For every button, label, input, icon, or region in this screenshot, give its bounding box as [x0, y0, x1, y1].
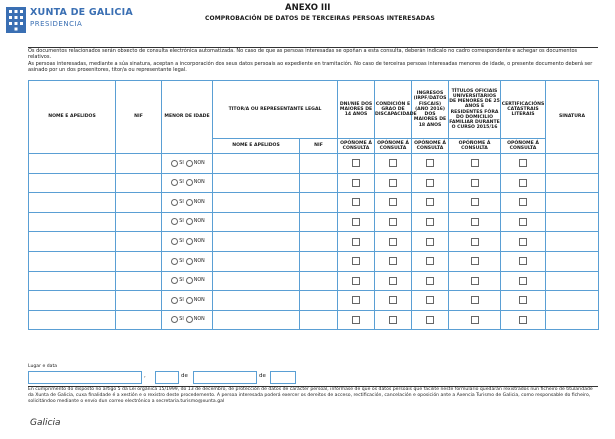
dni-oppose-cell: [338, 212, 375, 232]
income-oppose-cell: [412, 212, 449, 232]
table-body: [29, 154, 599, 330]
logo-subtitle: PRESIDENCIA: [30, 20, 83, 28]
income-oppose-checkbox[interactable]: [426, 159, 434, 167]
disability-oppose-cell: [375, 173, 412, 193]
oppose-label-disability: OPÓÑOME Á CONSULTA: [375, 139, 412, 154]
signature-cell[interactable]: [546, 212, 599, 232]
table-row: [29, 310, 599, 330]
minor-yes-radio[interactable]: [171, 160, 178, 167]
dni-oppose-checkbox[interactable]: [352, 296, 360, 304]
date-de-2: de: [259, 373, 266, 379]
tutor-name-cell[interactable]: [213, 271, 300, 291]
signature-cell[interactable]: [546, 193, 599, 213]
cadastre-oppose-cell: [501, 271, 546, 291]
income-oppose-cell: [412, 232, 449, 252]
signature-cell[interactable]: [546, 154, 599, 174]
month-input[interactable]: [193, 371, 257, 384]
cadastre-oppose-cell: [501, 232, 546, 252]
table-row: [29, 173, 599, 193]
degrees-oppose-checkbox[interactable]: [471, 257, 479, 265]
income-oppose-checkbox[interactable]: [426, 277, 434, 285]
header-nif: NIF: [116, 81, 162, 154]
income-oppose-cell: [412, 271, 449, 291]
minor-no-radio[interactable]: [186, 277, 193, 284]
table-row: [29, 291, 599, 311]
name-cell[interactable]: [29, 310, 116, 330]
tutor-nif-cell[interactable]: [300, 154, 338, 174]
minor-yes-radio[interactable]: [171, 316, 178, 323]
degrees-oppose-checkbox[interactable]: [471, 296, 479, 304]
header-cadastre: CERTIFICACIÓNS CATASTRAIS LITERAIS: [501, 81, 546, 139]
nif-cell[interactable]: [116, 271, 162, 291]
place-date-separator: ,: [144, 373, 146, 379]
minor-cell: [162, 212, 213, 232]
tutor-name-cell[interactable]: [213, 154, 300, 174]
nif-cell[interactable]: [116, 310, 162, 330]
footer-paragraph: En cumprimento do disposto no artigo 5 da Lei orgánica 15/1999, do 13 de decembro, de protección de datos de carácter persoal, infórmase de que os datos persoais que facilite neste formulario quedarán rexistrados nun ficheiro de titularidade da Xunta de Galicia, cuxa finalidade é a xestión e o rexistro deste procedemento. A persoa interesada poderá exercer os dereitos de acceso, rectificación, cancelación e oposición ante a Axencia Turismo de Galicia, como responsable do ficheiro, solicitándoo mediante o envío dun correo electrónico a secretaria.turismo@xunta.gal: [28, 387, 593, 405]
minor-cell: [162, 232, 213, 252]
income-oppose-cell: [412, 173, 449, 193]
nif-cell[interactable]: [116, 154, 162, 174]
minor-yes-label: SI: [179, 278, 184, 284]
table-row: [29, 193, 599, 213]
minor-cell: [162, 173, 213, 193]
cadastre-oppose-cell: [501, 154, 546, 174]
header-minor: MENOR DE IDADE: [162, 81, 213, 154]
cadastre-oppose-checkbox[interactable]: [519, 179, 527, 187]
degrees-oppose-cell: [449, 271, 501, 291]
income-oppose-checkbox[interactable]: [426, 218, 434, 226]
minor-no-radio[interactable]: [186, 258, 193, 265]
oppose-label-cadastre: OPÓÑOME Á CONSULTA: [501, 139, 546, 154]
signature-cell[interactable]: [546, 310, 599, 330]
minor-no-label: NON: [193, 219, 205, 225]
tutor-nif-cell[interactable]: [300, 193, 338, 213]
year-input[interactable]: [270, 371, 296, 384]
tutor-nif-cell[interactable]: [300, 251, 338, 271]
minor-no-label: NON: [193, 238, 205, 244]
cadastre-oppose-cell: [501, 291, 546, 311]
minor-no-radio[interactable]: [186, 160, 193, 167]
document-subtitle: COMPROBACIÓN DE DATOS DE TERCEIRAS PERSOAS INTERESADAS: [205, 15, 435, 22]
disability-oppose-cell: [375, 251, 412, 271]
disability-oppose-cell: [375, 154, 412, 174]
minor-yes-radio[interactable]: [171, 277, 178, 284]
nif-cell[interactable]: [116, 232, 162, 252]
name-cell[interactable]: [29, 212, 116, 232]
place-input[interactable]: [28, 371, 142, 384]
tutor-name-cell[interactable]: [213, 173, 300, 193]
minor-no-label: NON: [193, 297, 205, 303]
minor-no-label: NON: [193, 278, 205, 284]
degrees-oppose-checkbox[interactable]: [471, 238, 479, 246]
disability-oppose-checkbox[interactable]: [389, 296, 397, 304]
minor-no-radio[interactable]: [186, 316, 193, 323]
tutor-name-cell[interactable]: [213, 251, 300, 271]
galicia-logo: Galicia: [30, 418, 61, 428]
minor-yes-label: SI: [179, 258, 184, 264]
dni-oppose-cell: [338, 310, 375, 330]
cadastre-oppose-checkbox[interactable]: [519, 296, 527, 304]
table-row: [29, 232, 599, 252]
degrees-oppose-cell: [449, 291, 501, 311]
minor-yes-radio[interactable]: [171, 199, 178, 206]
cadastre-oppose-cell: [501, 310, 546, 330]
cadastre-oppose-cell: [501, 173, 546, 193]
minor-no-label: NON: [193, 160, 205, 166]
name-cell[interactable]: [29, 291, 116, 311]
disability-oppose-cell: [375, 310, 412, 330]
oppose-label-dni: OPÓÑOME Á CONSULTA: [338, 139, 375, 154]
dni-oppose-cell: [338, 291, 375, 311]
minor-cell: [162, 154, 213, 174]
disability-oppose-checkbox[interactable]: [389, 179, 397, 187]
disability-oppose-checkbox[interactable]: [389, 257, 397, 265]
income-oppose-cell: [412, 251, 449, 271]
income-oppose-cell: [412, 310, 449, 330]
dni-oppose-cell: [338, 193, 375, 213]
tutor-nif-cell[interactable]: [300, 232, 338, 252]
name-cell[interactable]: [29, 193, 116, 213]
minor-no-radio[interactable]: [186, 179, 193, 186]
disability-oppose-checkbox[interactable]: [389, 218, 397, 226]
name-cell[interactable]: [29, 251, 116, 271]
cadastre-oppose-cell: [501, 193, 546, 213]
degrees-oppose-cell: [449, 173, 501, 193]
minor-cell: [162, 271, 213, 291]
minor-no-radio[interactable]: [186, 218, 193, 225]
nif-cell[interactable]: [116, 251, 162, 271]
tutor-nif-cell[interactable]: [300, 212, 338, 232]
minor-cell: [162, 193, 213, 213]
income-oppose-checkbox[interactable]: [426, 257, 434, 265]
oppose-label-income: OPÓÑOME Á CONSULTA: [412, 139, 449, 154]
header-disability: CONDICIÓN E GRAO DE DISCAPACIDADE: [375, 81, 412, 139]
cadastre-oppose-checkbox[interactable]: [519, 218, 527, 226]
cadastre-oppose-checkbox[interactable]: [519, 198, 527, 206]
dni-oppose-checkbox[interactable]: [352, 277, 360, 285]
header-degrees: TÍTULOS OFICIAIS UNIVERSITARIOS DE MENORES DE 25 ANOS E RESIDENTES FÓRA DO DOMICILIO FAMILIAR DURANTE O CURSO 2015/16: [449, 81, 501, 139]
minor-cell: [162, 310, 213, 330]
tutor-name-cell[interactable]: [213, 291, 300, 311]
income-oppose-cell: [412, 193, 449, 213]
minor-yes-label: SI: [179, 297, 184, 303]
minor-yes-radio[interactable]: [171, 238, 178, 245]
disability-oppose-checkbox[interactable]: [389, 277, 397, 285]
cadastre-oppose-checkbox[interactable]: [519, 159, 527, 167]
interested-parties-table: [28, 80, 599, 330]
nif-cell[interactable]: [116, 173, 162, 193]
date-de-1: de: [181, 373, 188, 379]
annex-title: ANEXO III: [285, 3, 331, 13]
dni-oppose-checkbox[interactable]: [352, 218, 360, 226]
dni-oppose-checkbox[interactable]: [352, 316, 360, 324]
degrees-oppose-checkbox[interactable]: [471, 277, 479, 285]
disability-oppose-checkbox[interactable]: [389, 238, 397, 246]
income-oppose-checkbox[interactable]: [426, 179, 434, 187]
nif-cell[interactable]: [116, 291, 162, 311]
oppose-label-degrees: OPÓÑOME Á CONSULTA: [449, 139, 501, 154]
degrees-oppose-cell: [449, 232, 501, 252]
dni-oppose-cell: [338, 154, 375, 174]
minor-no-radio[interactable]: [186, 238, 193, 245]
dni-oppose-cell: [338, 232, 375, 252]
nif-cell[interactable]: [116, 212, 162, 232]
income-oppose-checkbox[interactable]: [426, 296, 434, 304]
minor-yes-label: SI: [179, 199, 184, 205]
disability-oppose-checkbox[interactable]: [389, 159, 397, 167]
table-row: [29, 271, 599, 291]
tutor-nif-cell[interactable]: [300, 310, 338, 330]
header-income: INGRESOS (IRPF/DATOS FISCAIS) (ANO 2016) DOS MAIORES DE 18 ANOS: [412, 81, 449, 139]
income-oppose-cell: [412, 291, 449, 311]
degrees-oppose-checkbox[interactable]: [471, 316, 479, 324]
minor-no-label: NON: [193, 317, 205, 323]
degrees-oppose-cell: [449, 212, 501, 232]
dni-oppose-checkbox[interactable]: [352, 179, 360, 187]
degrees-oppose-cell: [449, 251, 501, 271]
minor-no-label: NON: [193, 258, 205, 264]
dni-oppose-checkbox[interactable]: [352, 198, 360, 206]
signature-cell[interactable]: [546, 251, 599, 271]
minor-cell: [162, 291, 213, 311]
header-signature: SINATURA: [546, 81, 599, 154]
nif-cell[interactable]: [116, 193, 162, 213]
income-oppose-checkbox[interactable]: [426, 198, 434, 206]
disability-oppose-cell: [375, 271, 412, 291]
logo-title: XUNTA DE GALICIA: [30, 7, 133, 18]
dni-oppose-checkbox[interactable]: [352, 238, 360, 246]
xunta-emblem-icon: [6, 7, 26, 33]
table-row: [29, 154, 599, 174]
signature-cell[interactable]: [546, 173, 599, 193]
degrees-oppose-cell: [449, 310, 501, 330]
intro-text: [28, 48, 598, 73]
dni-oppose-checkbox[interactable]: [352, 159, 360, 167]
minor-no-label: NON: [193, 180, 205, 186]
degrees-oppose-checkbox[interactable]: [471, 218, 479, 226]
cadastre-oppose-checkbox[interactable]: [519, 316, 527, 324]
degrees-oppose-checkbox[interactable]: [471, 198, 479, 206]
income-oppose-checkbox[interactable]: [426, 316, 434, 324]
header-tutor: TITOR/A OU REPRESENTANTE LEGAL: [213, 81, 338, 139]
minor-yes-radio[interactable]: [171, 258, 178, 265]
header-tutor-name: NOME E APELIDOS: [213, 139, 300, 154]
header-tutor-nif: NIF: [300, 139, 338, 154]
minor-yes-label: SI: [179, 219, 184, 225]
income-oppose-cell: [412, 154, 449, 174]
disability-oppose-cell: [375, 291, 412, 311]
tutor-nif-cell[interactable]: [300, 291, 338, 311]
name-cell[interactable]: [29, 154, 116, 174]
day-input[interactable]: [155, 371, 179, 384]
minor-no-radio[interactable]: [186, 199, 193, 206]
dni-oppose-checkbox[interactable]: [352, 257, 360, 265]
name-cell[interactable]: [29, 232, 116, 252]
dni-oppose-cell: [338, 251, 375, 271]
signature-cell[interactable]: [546, 271, 599, 291]
tutor-name-cell[interactable]: [213, 193, 300, 213]
minor-yes-radio[interactable]: [171, 179, 178, 186]
income-oppose-checkbox[interactable]: [426, 238, 434, 246]
minor-yes-label: SI: [179, 180, 184, 186]
intro-paragraph-1: Os documentos relacionados serán obxecto de consulta electrónica automatizada. No caso de que as persoas interesadas se opoñan a esta consulta, deberán indicalo no cadro correspondente e achegar os documentos relativos.: [28, 48, 578, 61]
minor-yes-radio[interactable]: [171, 218, 178, 225]
cadastre-oppose-cell: [501, 251, 546, 271]
minor-yes-radio[interactable]: [171, 297, 178, 304]
signature-cell[interactable]: [546, 291, 599, 311]
minor-yes-label: SI: [179, 160, 184, 166]
header-dni: DNI/NIE DOS MAIORES DE 14 ANOS: [338, 81, 375, 139]
place-date-label: Lugar e data: [28, 364, 58, 369]
xunta-logo: [6, 5, 133, 43]
header-name: NOME E APELIDOS: [29, 81, 116, 154]
degrees-oppose-cell: [449, 193, 501, 213]
name-cell[interactable]: [29, 173, 116, 193]
table-row: [29, 251, 599, 271]
name-cell[interactable]: [29, 271, 116, 291]
dni-oppose-cell: [338, 271, 375, 291]
cadastre-oppose-checkbox[interactable]: [519, 257, 527, 265]
footer-text: [28, 387, 598, 406]
minor-no-label: NON: [193, 199, 205, 205]
disability-oppose-cell: [375, 212, 412, 232]
signature-cell[interactable]: [546, 232, 599, 252]
tutor-nif-cell[interactable]: [300, 173, 338, 193]
tutor-nif-cell[interactable]: [300, 271, 338, 291]
disability-oppose-checkbox[interactable]: [389, 316, 397, 324]
cadastre-oppose-checkbox[interactable]: [519, 238, 527, 246]
intro-paragraph-2: As persoas interesadas, mediante a súa sinatura, aceptan a incorporación dos seus datos persoais ao expediente en tramitación. No caso de terceiras persoas interesadas menores de idade, o presente documento deberá ser asinado por un dos proxenitores, titor/a ou representante legal.: [28, 60, 593, 73]
tutor-name-cell[interactable]: [213, 232, 300, 252]
disability-oppose-checkbox[interactable]: [389, 198, 397, 206]
disability-oppose-cell: [375, 232, 412, 252]
tutor-name-cell[interactable]: [213, 310, 300, 330]
table-row: [29, 212, 599, 232]
minor-no-radio[interactable]: [186, 297, 193, 304]
degrees-oppose-cell: [449, 154, 501, 174]
dni-oppose-cell: [338, 173, 375, 193]
tutor-name-cell[interactable]: [213, 212, 300, 232]
disability-oppose-cell: [375, 193, 412, 213]
cadastre-oppose-checkbox[interactable]: [519, 277, 527, 285]
degrees-oppose-checkbox[interactable]: [471, 159, 479, 167]
minor-cell: [162, 251, 213, 271]
minor-yes-label: SI: [179, 238, 184, 244]
minor-yes-label: SI: [179, 317, 184, 323]
cadastre-oppose-cell: [501, 212, 546, 232]
degrees-oppose-checkbox[interactable]: [471, 179, 479, 187]
